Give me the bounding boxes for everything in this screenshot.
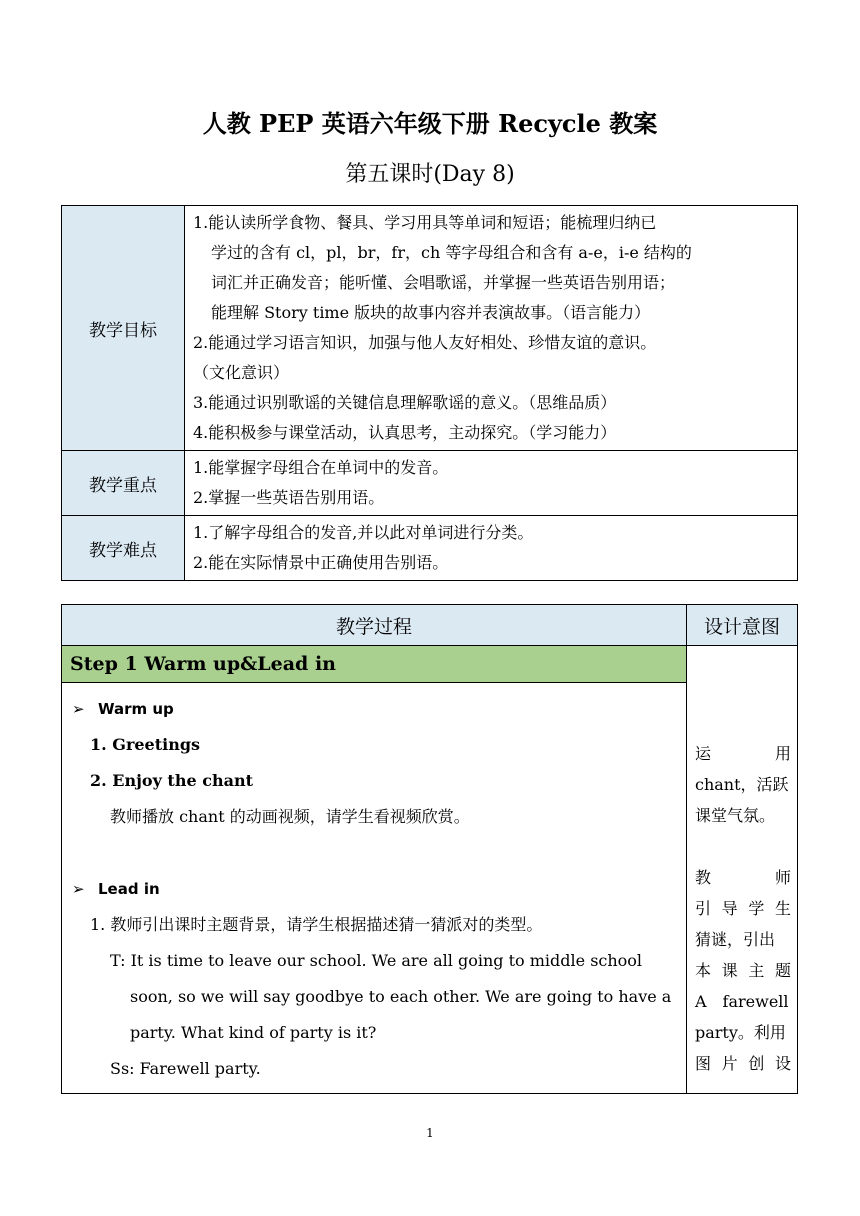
lead-in-label: Lead in [98, 880, 160, 898]
dialogue-line: T: It is time to leave our school. We are all going to middle school [110, 951, 643, 970]
header-process: 教学过程 [62, 605, 687, 646]
content-line: 1.了解字母组合的发音,并以此对单词进行分类。 [193, 523, 534, 542]
content-line: 2.能在实际情景中正确使用告别语。 [193, 553, 449, 572]
page-number: 1 [426, 1126, 434, 1140]
content-line: 3.能通过识别歌谣的关键信息理解歌谣的意义。（思维品质） [193, 393, 617, 412]
teaching-goals-table [61, 205, 798, 581]
document-subtitle: 第五课时(Day 8) [345, 162, 515, 187]
spacer [695, 831, 791, 862]
table-row [62, 451, 798, 516]
intent-line: 猜谜，引出 [695, 930, 776, 949]
dialogue-line: soon, so we will say goodbye to each other. We are going to have a [130, 987, 672, 1006]
intent-line: 教 师 [695, 868, 791, 887]
row-label: 教学难点 [62, 516, 185, 581]
intent-line: 引 导 学 生 [695, 899, 791, 918]
step-body [62, 683, 687, 1094]
document-title: 人教 PEP 英语六年级下册 Recycle 教案 [202, 109, 658, 138]
intent-line: 课堂气氛。 [695, 806, 776, 825]
header-intent: 设计意图 [687, 605, 798, 646]
design-intent-cell [687, 646, 798, 1094]
goals-content [185, 206, 798, 451]
lead-in-heading [72, 871, 676, 907]
content-line: 2.掌握一些英语告别用语。 [193, 488, 385, 507]
row-label: 教学重点 [62, 451, 185, 516]
content-line: 1.能掌握字母组合在单词中的发音。 [193, 458, 449, 477]
content-line: 能理解 Story time 版块的故事内容并表演故事。（语言能力） [211, 303, 651, 322]
step-title: Step 1 Warm up&Lead in [62, 646, 687, 683]
intent-line: 图 片 创 设 [695, 1054, 791, 1073]
content-line: 1.能认读所学食物、餐具、学习用具等单词和短语；能梳理归纳已 [193, 213, 657, 232]
table-row [62, 206, 798, 451]
lead-in-item: 1. 教师引出课时主题背景，请学生根据描述猜一猜派对的类型。 [90, 915, 543, 934]
warm-up-desc: 教师播放 chant 的动画视频，请学生看视频欣赏。 [110, 807, 470, 826]
warm-up-item: 1. Greetings [90, 735, 201, 754]
arrow-bullet-icon: ➢ [72, 700, 85, 718]
content-line: （文化意识） [193, 363, 290, 382]
intent-line: 运 用 [695, 744, 791, 763]
teaching-process-table [61, 604, 798, 1094]
intent-line: party。利用 [695, 1023, 786, 1042]
warm-up-label: Warm up [98, 700, 174, 718]
step-row [62, 646, 798, 683]
table-header-row [62, 605, 798, 646]
dialogue-line: Ss: Farewell party. [110, 1059, 261, 1078]
content-line: 词汇并正确发音；能听懂、会唱歌谣，并掌握一些英语告别用语； [211, 273, 676, 292]
intent-line: chant，活跃 [695, 775, 789, 794]
key-points-content [185, 451, 798, 516]
dialogue-line: party. What kind of party is it? [130, 1023, 377, 1042]
intent-line: A farewell [695, 992, 789, 1011]
content-line: 学过的含有 cl，pl，br，fr，ch 等字母组合和含有 a-e，i-e 结构的 [211, 243, 692, 262]
content-line: 2.能通过学习语言知识，加强与他人友好相处、珍惜友谊的意识。 [193, 333, 657, 352]
difficulties-content [185, 516, 798, 581]
content-line: 4.能积极参与课堂活动，认真思考，主动探究。（学习能力） [193, 423, 617, 442]
warm-up-heading [72, 691, 676, 727]
spacer [72, 835, 676, 871]
table-row [62, 516, 798, 581]
intent-line: 本 课 主 题 [695, 961, 791, 980]
arrow-bullet-icon: ➢ [72, 880, 85, 898]
row-label: 教学目标 [62, 206, 185, 451]
warm-up-item: 2. Enjoy the chant [90, 771, 253, 790]
